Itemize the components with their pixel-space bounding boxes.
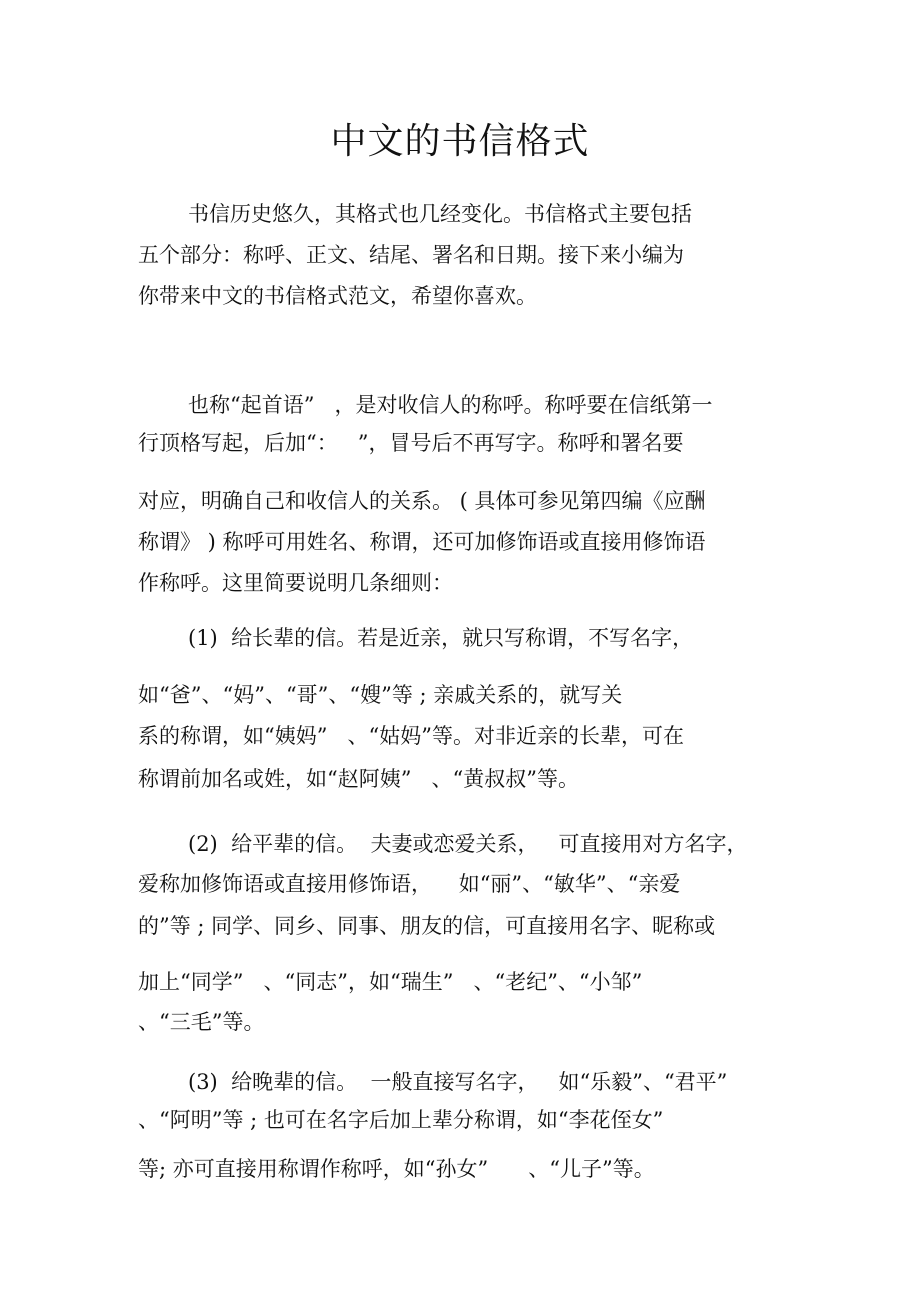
intro-line-3: 你带来中文的书信格式范文，希望你喜欢。: [138, 284, 537, 308]
document-title: 中文的书信格式: [330, 121, 590, 162]
rule3-line-1: (3) 给晚辈的信。 一般直接写名字， 如“乐毅”、“君平”: [188, 1070, 728, 1094]
rule2-line-4: 加上“同学” 、“同志”，如“瑞生” 、“老纪”、“小邹”: [138, 970, 643, 994]
salutation-line-1: 也称“起首语” ，是对收信人的称呼。称呼要在信纸第一: [188, 393, 713, 417]
intro-line-2: 五个部分：称呼、正文、结尾、署名和日期。接下来小编为: [138, 243, 684, 267]
salutation-line-4: 称谓》 ) 称呼可用姓名、称谓，还可加修饰语或直接用修饰语: [138, 530, 706, 554]
rule2-line-1: (2) 给平辈的信。 夫妻或恋爱关系， 可直接用对方名字，: [188, 832, 748, 856]
rule1-line-4: 称谓前加名或姓，如“赵阿姨” 、“黄叔叔”等。: [138, 767, 579, 791]
rule3-line-2: 、“阿明”等 ; 也可在名字后加上辈分称谓，如“李花侄女”: [138, 1108, 664, 1132]
rule3-line-3: 等; 亦可直接用称谓作称呼，如“孙女” 、“儿子”等。: [138, 1157, 655, 1181]
rule1-line-2: 如“爸”、“妈”、“哥”、“嫂”等 ; 亲戚关系的，就写关: [138, 683, 623, 707]
intro-line-1: 书信历史悠久，其格式也几经变化。书信格式主要包括: [188, 202, 692, 226]
rule2-line-3: 的”等 ; 同学、同乡、同事、朋友的信，可直接用名字、昵称或: [138, 914, 716, 938]
rule2-line-2: 爱称加修饰语或直接用修饰语， 如“丽”、“敏华”、“亲爱: [138, 872, 681, 896]
salutation-line-3: 对应，明确自己和收信人的关系。 ( 具体可参见第四编《应酬: [138, 489, 706, 513]
rule2-line-5: 、“三毛”等。: [138, 1010, 265, 1034]
rule1-line-3: 系的称谓，如“姨妈” 、“姑妈”等。对非近亲的长辈，可在: [138, 724, 684, 748]
salutation-line-5: 作称呼。这里简要说明几条细则：: [138, 571, 453, 595]
rule1-line-1: (1) 给长辈的信。若是近亲，就只写称谓，不写名字，: [188, 626, 694, 650]
salutation-line-2: 行顶格写起，后加“： ”，冒号后不再写字。称呼和署名要: [138, 431, 684, 455]
